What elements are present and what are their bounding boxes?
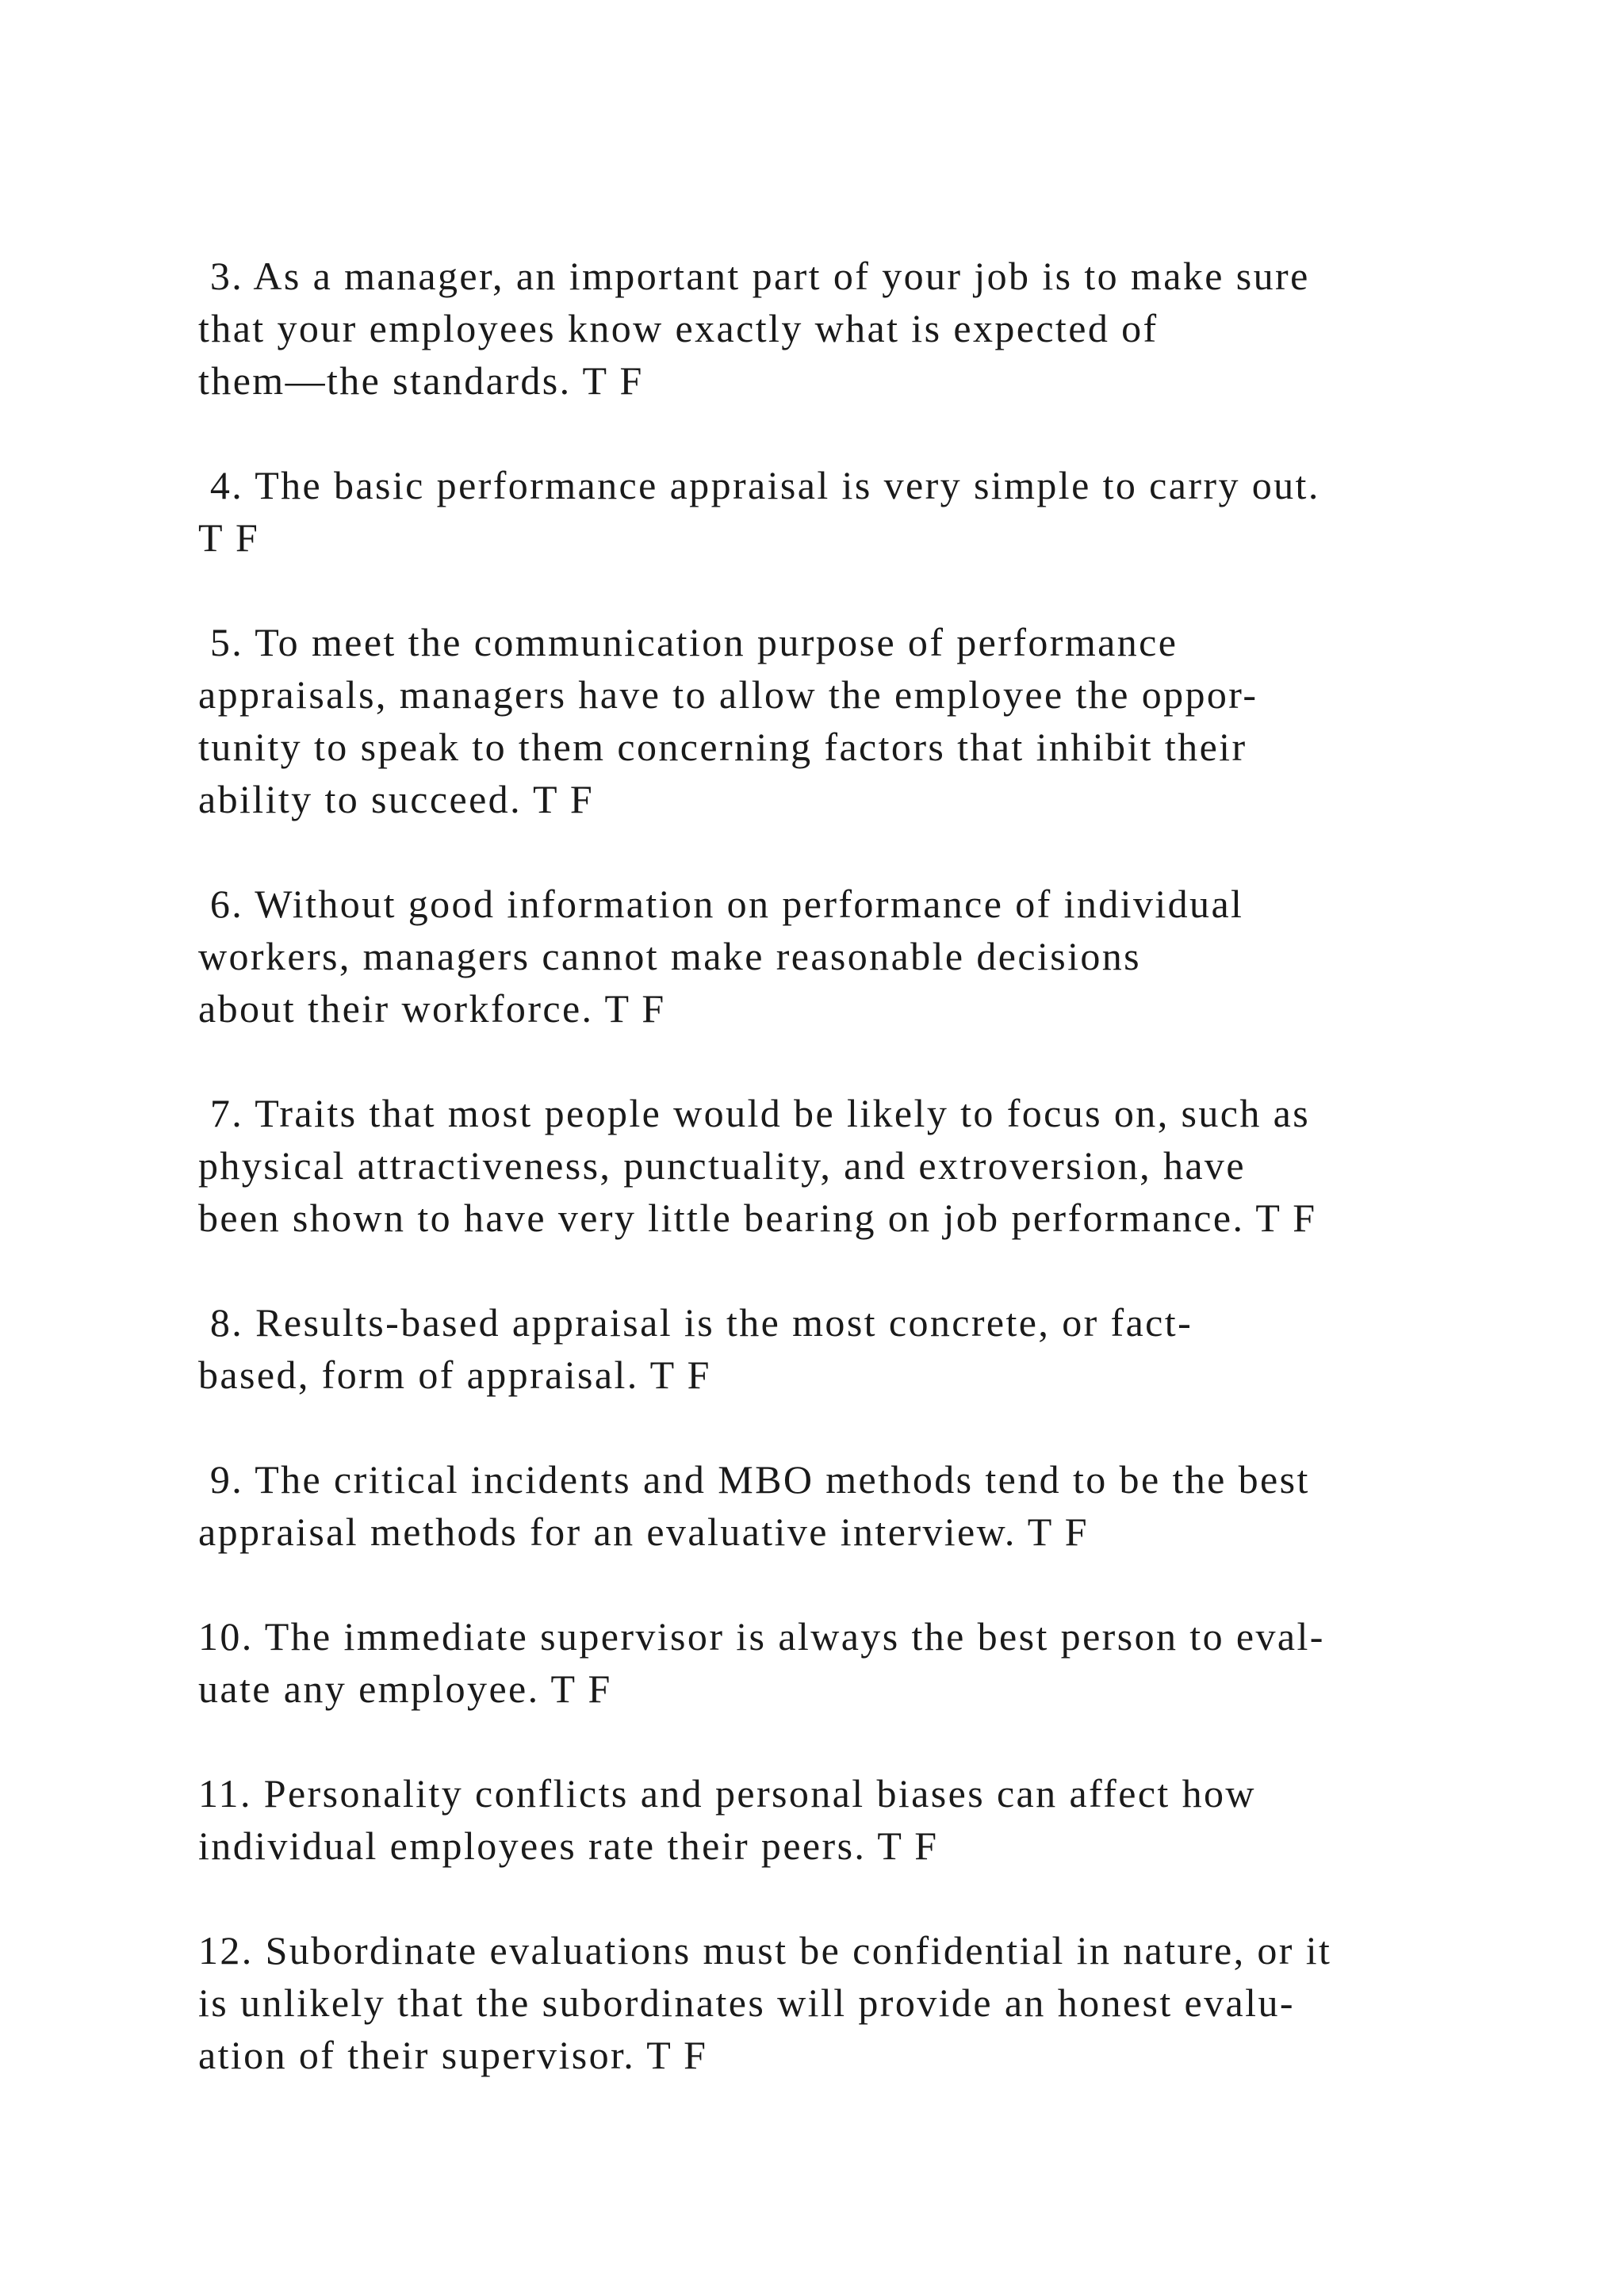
question-line: workers, managers cannot make reasonable decisions — [198, 934, 1142, 978]
question-10 — [198, 1610, 1467, 1715]
question-line: them—the standards. T F — [198, 358, 644, 403]
question-11 — [198, 1767, 1467, 1872]
question-line: tunity to speak to them concerning factors that inhibit their — [198, 725, 1247, 769]
question-line: 6. Without good information on performance of individual — [198, 882, 1244, 926]
question-8 — [198, 1296, 1467, 1401]
question-line: 9. The critical incidents and MBO methods tend to be the best — [198, 1457, 1310, 1502]
question-line: T F — [198, 515, 260, 560]
question-line: physical attractiveness, punctuality, and extroversion, have — [198, 1143, 1246, 1188]
question-line: appraisal methods for an evaluative interview. T F — [198, 1510, 1089, 1554]
question-line: based, form of appraisal. T F — [198, 1353, 711, 1397]
question-line: 5. To meet the communication purpose of performance — [198, 620, 1178, 664]
question-line: about their workforce. T F — [198, 986, 666, 1031]
question-line: 10. The immediate supervisor is always the best person to eval- — [198, 1614, 1325, 1659]
question-line: is unlikely that the subordinates will provide an honest evalu- — [198, 1980, 1295, 2025]
question-9 — [198, 1453, 1467, 1558]
question-line: that your employees know exactly what is expected of — [198, 306, 1159, 350]
question-3 — [198, 250, 1467, 407]
question-line: 3. As a manager, an important part of your job is to make sure — [198, 254, 1310, 298]
question-7 — [198, 1087, 1467, 1244]
question-line: ability to succeed. T F — [198, 777, 595, 821]
question-line: been shown to have very little bearing on job performance. T F — [198, 1196, 1317, 1240]
question-line: ation of their supervisor. T F — [198, 2033, 708, 2077]
question-line: individual employees rate their peers. T F — [198, 1823, 939, 1868]
question-4 — [198, 459, 1467, 564]
question-6 — [198, 878, 1467, 1035]
question-line: appraisals, managers have to allow the employee the oppor- — [198, 672, 1258, 717]
question-line: 8. Results-based appraisal is the most concrete, or fact- — [198, 1300, 1193, 1345]
question-line: 12. Subordinate evaluations must be confidential in nature, or it — [198, 1928, 1332, 1973]
question-5 — [198, 616, 1467, 825]
question-line: 4. The basic performance appraisal is very simple to carry out. — [198, 463, 1320, 507]
question-line: uate any employee. T F — [198, 1667, 612, 1711]
question-line: 7. Traits that most people would be likely to focus on, such as — [198, 1091, 1311, 1135]
question-line: 11. Personality conflicts and personal biases can affect how — [198, 1771, 1256, 1816]
question-12 — [198, 1924, 1467, 2081]
